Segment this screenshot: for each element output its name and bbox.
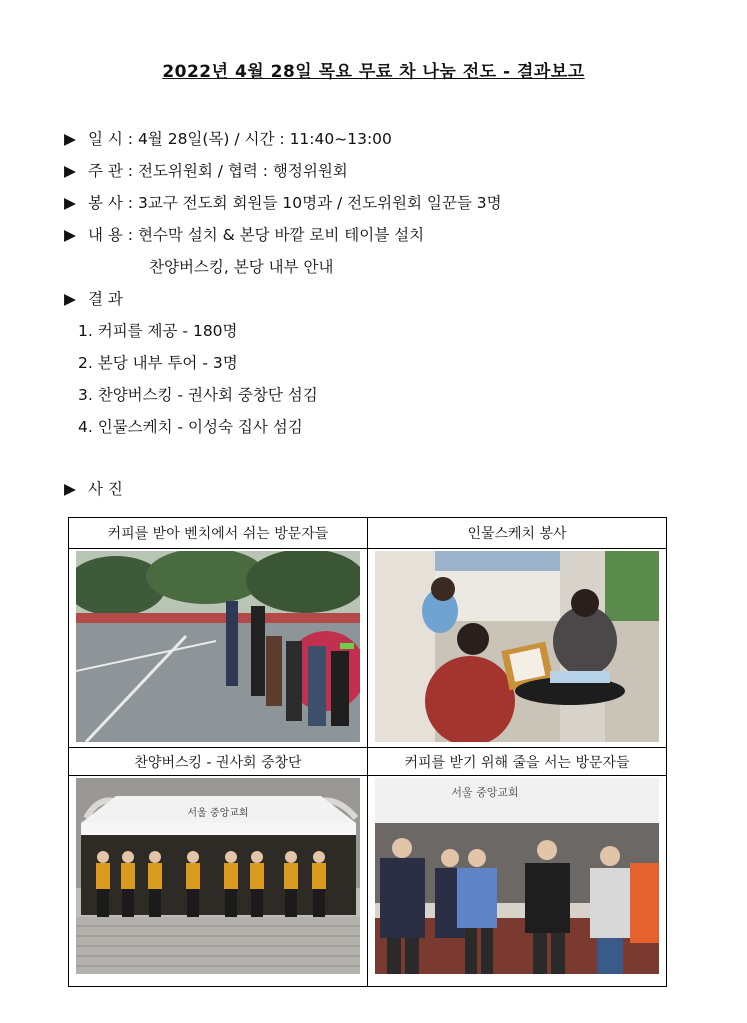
info-content: ▶ 내 용 : 현수막 설치 & 본당 바깥 로비 테이블 설치 bbox=[64, 226, 425, 244]
report-title: 2022년 4월 28일 목요 무료 차 나눔 전도 - 결과보고 bbox=[162, 62, 585, 82]
bullet-icon: ▶ bbox=[64, 194, 76, 212]
bullet-icon: ▶ bbox=[64, 162, 76, 180]
photo-caption: 커피를 받아 벤치에서 쉬는 방문자들 bbox=[69, 518, 368, 549]
photo-visitors-bench bbox=[76, 551, 360, 742]
photo-cell bbox=[368, 549, 667, 748]
photo-portrait-sketch bbox=[375, 551, 659, 742]
photo-caption: 인물스케치 봉사 bbox=[368, 518, 667, 549]
photo-cell bbox=[69, 549, 368, 748]
photo-cell bbox=[69, 776, 368, 987]
bullet-icon: ▶ bbox=[64, 480, 76, 498]
result-item: 2. 본당 내부 투어 - 3명 bbox=[78, 354, 238, 372]
bullet-icon: ▶ bbox=[64, 226, 76, 244]
bullet-icon: ▶ bbox=[64, 130, 76, 148]
tent-label: 서울 중앙교회 bbox=[187, 808, 249, 819]
result-item: 3. 찬양버스킹 - 권사회 중창단 섬김 bbox=[78, 386, 318, 404]
info-service: ▶ 봉 사 : 3교구 전도회 회원들 10명과 / 전도위원회 일꾼들 3명 bbox=[64, 194, 502, 212]
info-date: ▶ 일 시 : 4월 28일(목) / 시간 : 11:40~13:00 bbox=[64, 130, 392, 148]
photo-coffee-line bbox=[375, 778, 659, 974]
photo-choir-busking bbox=[76, 778, 360, 974]
info-content-cont: 찬양버스킹, 본당 내부 안내 bbox=[149, 258, 334, 276]
results-heading: ▶ 결 과 bbox=[64, 290, 123, 308]
photos-heading: ▶ 사 진 bbox=[64, 480, 123, 498]
info-host: ▶ 주 관 : 전도위원회 / 협력 : 행정위원회 bbox=[64, 162, 348, 180]
photo-table bbox=[68, 517, 667, 987]
tent-label: 서울 중앙교회 bbox=[451, 786, 519, 799]
bullet-icon: ▶ bbox=[64, 290, 76, 308]
photo-caption: 커피를 받기 위해 줄을 서는 방문자들 bbox=[368, 748, 667, 776]
result-item: 4. 인물스케치 - 이성숙 집사 섬김 bbox=[78, 418, 303, 436]
photo-cell bbox=[368, 776, 667, 987]
result-item: 1. 커피를 제공 - 180명 bbox=[78, 322, 238, 340]
photo-caption: 찬양버스킹 - 권사회 중창단 bbox=[69, 748, 368, 776]
